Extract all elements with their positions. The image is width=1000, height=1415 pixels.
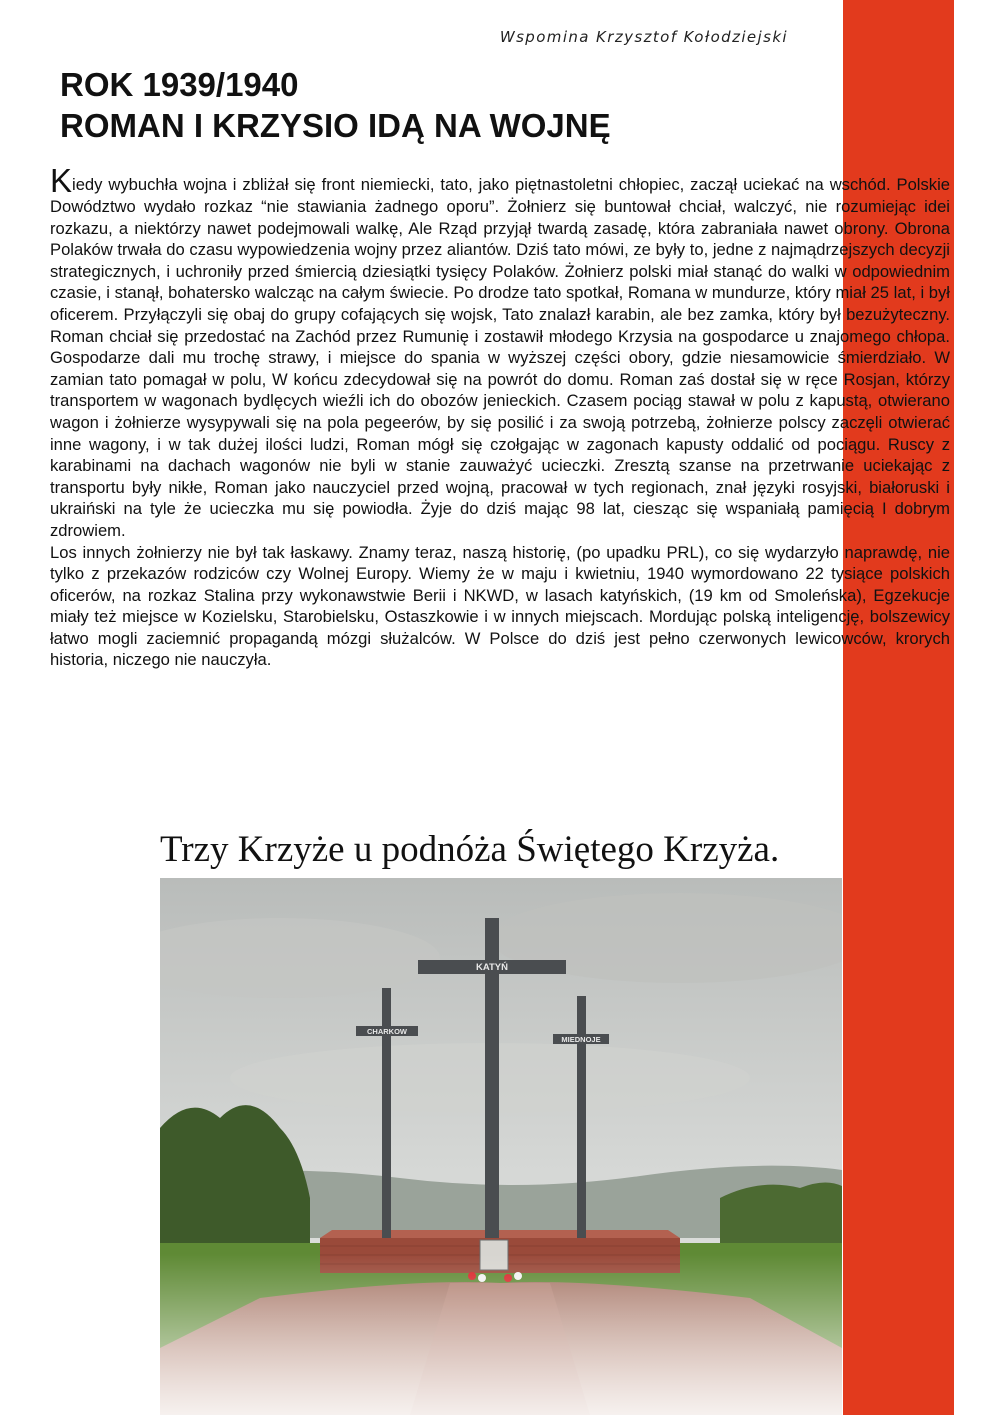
article-paragraph-1 (50, 162, 950, 542)
title-line-1: ROK 1939/1940 (60, 66, 299, 103)
article-body (50, 162, 950, 671)
memorial-photo-drawing (160, 878, 842, 1415)
drop-cap: K (50, 162, 73, 199)
title-line-2: ROMAN I KRZYSIO IDĄ NA WOJNĘ (60, 107, 611, 144)
author-byline: Wspomina Krzysztof Kołodziejski (499, 28, 788, 46)
page-title (60, 64, 820, 146)
article-paragraph-2: Los innych żołnierzy nie był tak łaskawy. Znamy teraz, naszą historię, (po upadku PRL), co się wydarzyło naprawdę, nie tylko z przekazów rodziców czy Wolnej Europy. Wiemy że w maju i kwietniu, 1940 wymordowano 22 tysiące polskich oficerów, na rozkaz Stalina przy wykonawstwie Berii i NKWD, w lasach katyńskich, (19 km od Smoleńska), Egzekucje miały też miejsce w Kozielsku, Starobielsku, Ostaszkowie i w innych miejscach. Mordując polską inteligencję, bolszewicy łatwo mogli zaciemnić propagandą mózgi służalców. W Polsce do dziś jest pełno czerwonych lewicowców, krorych historia, niczego nie nauczyła. (50, 542, 950, 670)
photo-caption: Trzy Krzyże u podnóża Świętego Krzyża. (160, 829, 780, 870)
memorial-photo (160, 878, 842, 1415)
paragraph-1-text: iedy wybuchła wojna i zbliżał się front niemiecki, tato, jako piętnastoletni chłopiec, zaczął uciekać na wschód. Polskie Dowództwo wydało rozkaz “nie stawiania żadnego oporu”. Żołnierz się buntował chciał, walczyć, nie rozumiejąc idei rozkazu, a niektórzy nawet podejmowali walkę, Ale Rząd przyjął twardą zasadę, która zabraniała nawet obrony. Obrona Polaków trwała do czasu wypowiedzenia wojny przez aliantów. Dziś tato mówi, ze były to, jedne z najmądrzejszych decyzji strategicznych, i uchroniły przed śmiercią dziesiątki tysięcy Polaków. Żołnierz polski miał stanąć do walki w odpowiednim czasie, i stanął, bohatersko walcząc na całym świecie. Po drodze tato spotkał, Romana w mundurze, który miał 25 lat, i był oficerem. Przyłączyli się obaj do grupy cofających się wojsk, Tato znalazł karabin, ale bez zamka, który był bezużyteczny. Roman chciał się przedostać na Zachód przez Rumunię i zostawił młodego Krzysia na gospodarce u znajomego chłopa. Gospodarze dali mu trochę strawy, i miejsce do spania w wyższej części obory, gdzie niesamowicie śmierdziało. W zamian tato pomagał w polu, W końcu zdecydował się na powrót do domu. Roman zaś dostał się w ręce Rosjan, którzy transportem w wagonach bydlęcych wieźli ich do obozów jenieckich. Czasem pociąg stawał w polu z kapustą, otwierano wagon i żołnierze wysypywali się na pola pegeerów, by się posilić i za swoją potrzebą, żołnierze polscy zaczęli otwierać inne wagony, i w tak dużej ilości ludzi, Roman mógł się czołgając w zagonach kapusty oddalić od pociągu. Ruscy z karabinami na dachach wagonów nie byli w stanie zauważyć ucieczki. Zresztą szanse na przetrwanie uciekając z transportu były nikłe, Roman jako nauczyciel przed wojną, pracował w tych regionach, znał języki rosyjski, białoruski i ukraiński na tyle że ucieczka mu się powiodła. Żyje do dziś mając 98 lat, ciesząc się wspaniałą pamięcią I dobrym zdrowiem. (50, 175, 950, 540)
